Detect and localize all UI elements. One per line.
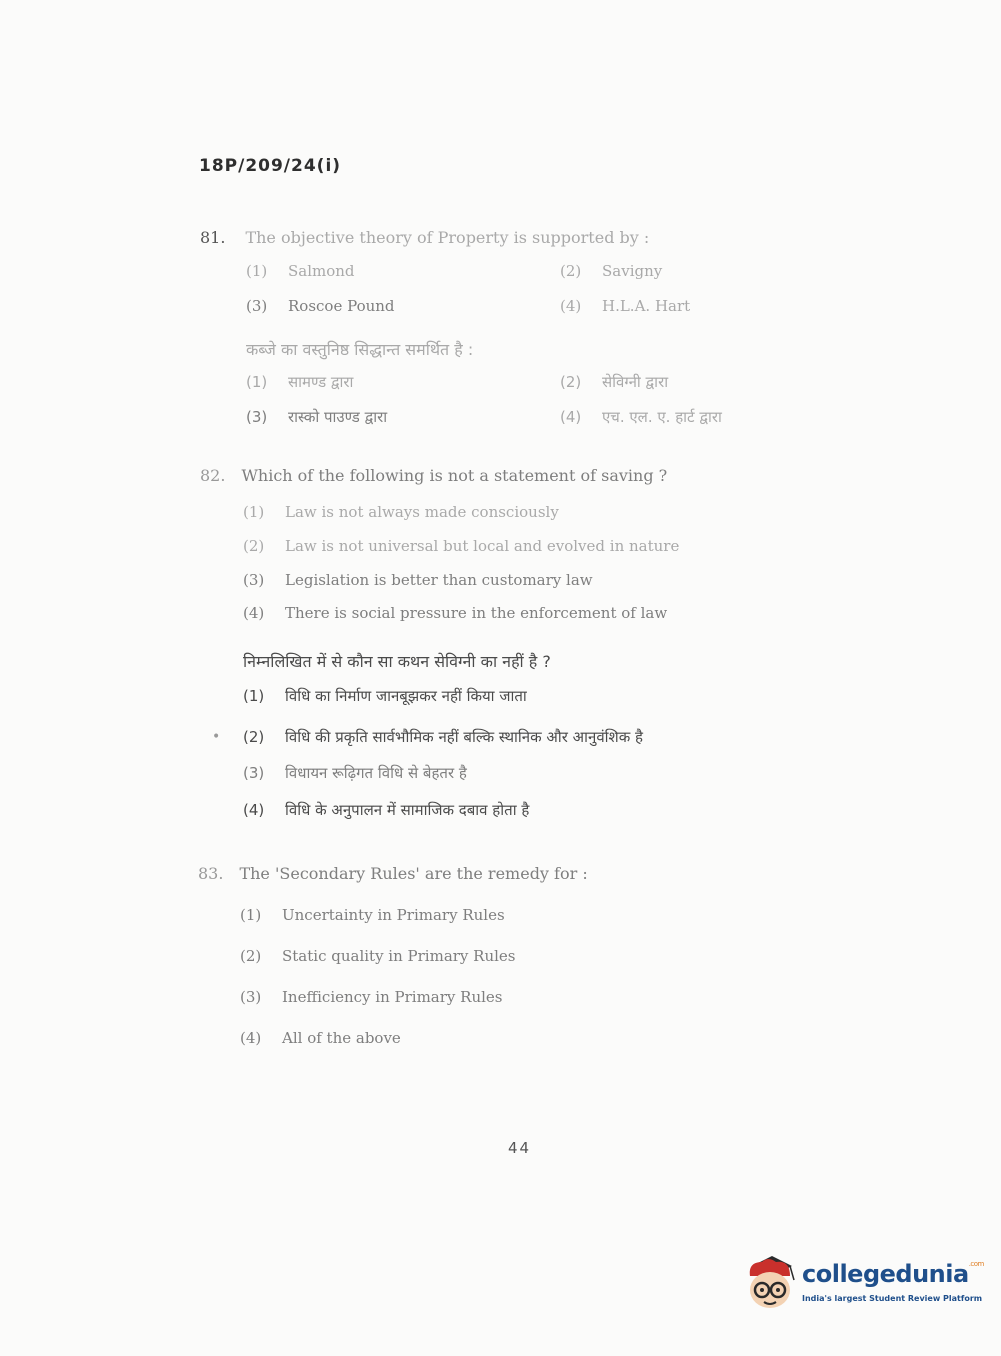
- option-4-en: [240, 1029, 401, 1047]
- option-1-en: [243, 503, 559, 521]
- brand-name-text: collegedunia: [802, 1260, 969, 1288]
- option-1-hi: [243, 686, 527, 706]
- brand-logo[interactable]: [742, 1250, 984, 1320]
- option-4-en: [560, 297, 690, 315]
- option-number: (2): [243, 728, 265, 746]
- option-3-hi: [246, 407, 387, 427]
- option-text: सेविग्नी द्वारा: [602, 373, 669, 391]
- option-4-hi: [560, 407, 722, 427]
- option-text: Static quality in Primary Rules: [282, 947, 516, 965]
- option-text: All of the above: [282, 1029, 401, 1047]
- question-stem-hi: कब्जे का वस्तुनिष्ठ सिद्धान्त समर्थित है :: [246, 340, 474, 359]
- option-text: Law is not always made consciously: [285, 503, 559, 521]
- option-3-en: [246, 297, 395, 315]
- option-number: (3): [243, 571, 265, 589]
- page-number: 44: [508, 1139, 532, 1157]
- option-number: (4): [243, 604, 265, 622]
- option-number: (4): [243, 801, 265, 819]
- question-number: 81.: [200, 228, 226, 247]
- option-number: (2): [560, 373, 582, 391]
- option-text: Roscoe Pound: [288, 297, 395, 315]
- brand-name: [802, 1260, 984, 1288]
- option-1-en: [246, 262, 355, 280]
- option-2-hi: [243, 727, 643, 747]
- option-text: Salmond: [288, 262, 355, 280]
- option-text: विधि का निर्माण जानबूझकर नहीं किया जाता: [285, 687, 527, 705]
- option-3-hi: [243, 763, 467, 783]
- question-text: The 'Secondary Rules' are the remedy for :: [239, 864, 588, 883]
- question-text: The objective theory of Property is supported by :: [245, 228, 650, 247]
- option-4-hi: [243, 800, 529, 820]
- option-text: विधि की प्रकृति सार्वभौमिक नहीं बल्कि स्थानिक और आनुवंशिक है: [285, 728, 644, 746]
- option-number: (4): [560, 408, 582, 426]
- mascot-icon: [742, 1250, 800, 1314]
- option-text: Inefficiency in Primary Rules: [282, 988, 503, 1006]
- option-text: H.L.A. Hart: [602, 297, 691, 315]
- option-text: There is social pressure in the enforcement of law: [285, 604, 668, 622]
- option-1-hi: [246, 372, 353, 392]
- brand-suffix: .com: [968, 1260, 984, 1268]
- question-number: 82.: [200, 466, 226, 485]
- option-number: (2): [240, 947, 262, 965]
- option-number: (3): [246, 297, 268, 315]
- question-stem-en: [200, 228, 649, 247]
- option-number: (4): [560, 297, 582, 315]
- option-text: Law is not universal but local and evolved in nature: [285, 537, 680, 555]
- question-number: 83.: [198, 864, 224, 883]
- option-number: (1): [246, 373, 268, 391]
- option-text: सामण्ड द्वारा: [288, 373, 354, 391]
- option-2-en: [560, 262, 662, 280]
- option-text: विधायन रूढ़िगत विधि से बेहतर है: [285, 764, 467, 782]
- option-number: (3): [246, 408, 268, 426]
- option-2-en: [243, 537, 679, 555]
- option-1-en: [240, 906, 505, 924]
- brand-tagline: India's largest Student Review Platform: [802, 1294, 983, 1303]
- option-number: (3): [240, 988, 262, 1006]
- option-text: एच. एल. ए. हार्ट द्वारा: [602, 408, 722, 426]
- option-number: (1): [243, 687, 265, 705]
- document-code: 18P/209/24(i): [199, 156, 342, 176]
- option-text: Uncertainty in Primary Rules: [282, 906, 505, 924]
- option-4-en: [243, 604, 667, 622]
- option-2-hi: [560, 372, 668, 392]
- option-3-en: [243, 571, 593, 589]
- option-3-en: [240, 988, 503, 1006]
- option-text: Savigny: [602, 262, 663, 280]
- question-stem-en: [198, 864, 588, 883]
- option-number: (2): [560, 262, 582, 280]
- question-stem-hi: निम्नलिखित में से कौन सा कथन सेविग्नी का नहीं है ?: [243, 652, 551, 671]
- option-text: रास्को पाउण्ड द्वारा: [288, 408, 388, 426]
- option-number: (1): [243, 503, 265, 521]
- option-number: (3): [243, 764, 265, 782]
- question-stem-en: [200, 466, 667, 485]
- option-number: (2): [243, 537, 265, 555]
- question-text: Which of the following is not a statement of saving ?: [241, 466, 668, 485]
- option-2-en: [240, 947, 516, 965]
- stray-mark: •: [212, 729, 221, 745]
- option-number: (4): [240, 1029, 262, 1047]
- option-number: (1): [246, 262, 268, 280]
- option-text: Legislation is better than customary law: [285, 571, 593, 589]
- option-number: (1): [240, 906, 262, 924]
- option-text: विधि के अनुपालन में सामाजिक दबाव होता है: [285, 801, 530, 819]
